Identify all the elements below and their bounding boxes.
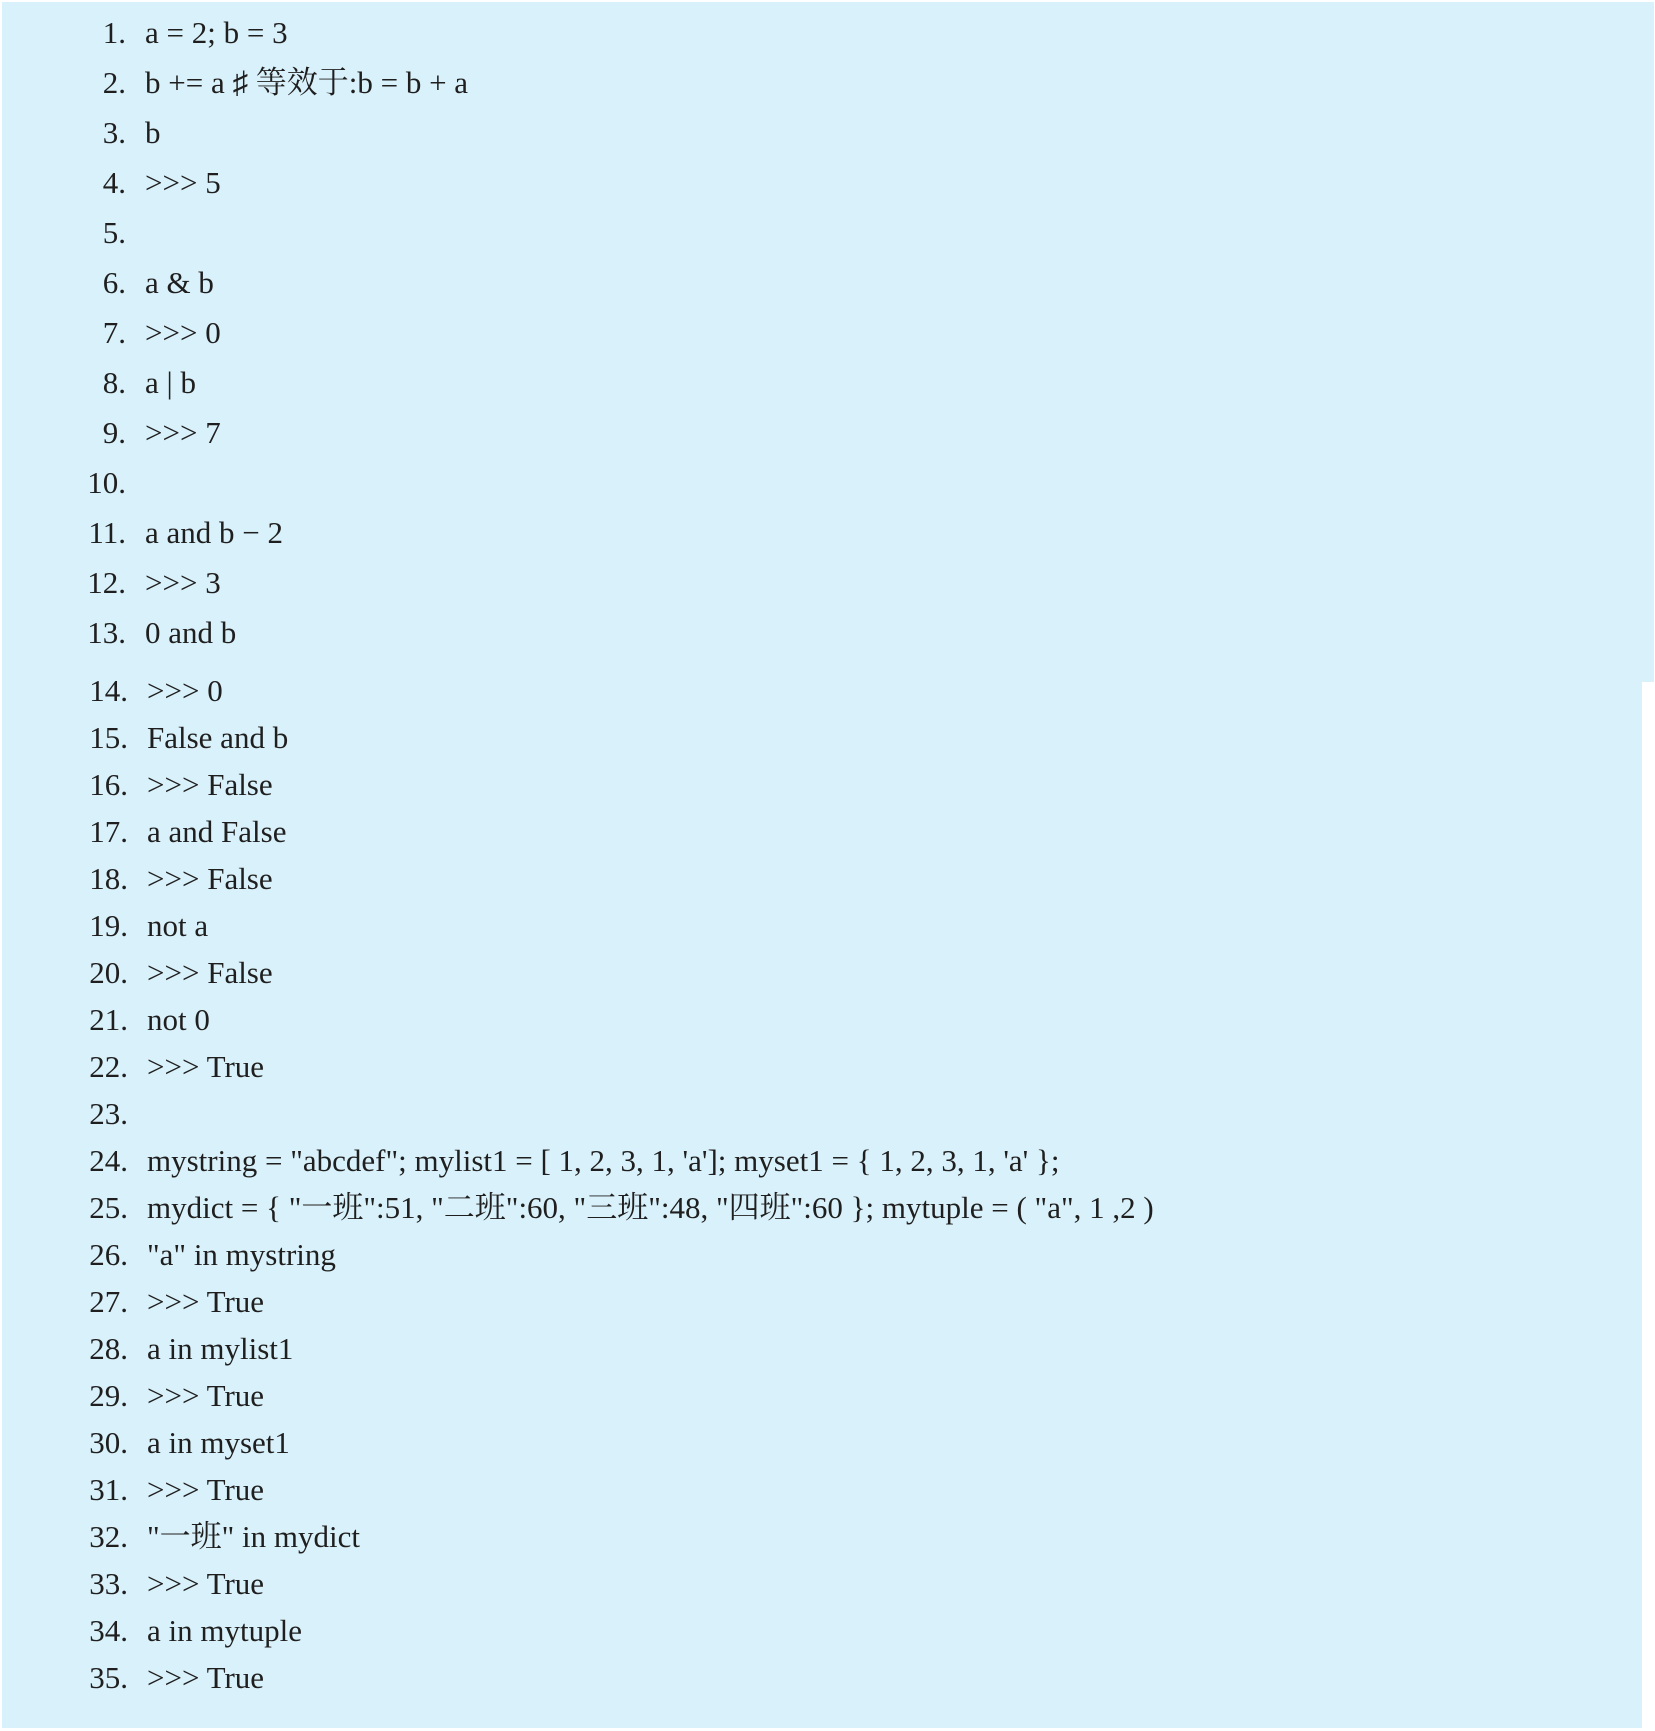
line-text: a in mylist1 bbox=[147, 1331, 294, 1366]
line-number: 7. bbox=[102, 315, 126, 350]
line-number: 22. bbox=[89, 1049, 128, 1084]
line-text: mydict = { "一班":51, "二班":60, "三班":48, "四班":60 }; mytuple = ( "a", 1 ,2 ) bbox=[147, 1190, 1154, 1225]
line-text: >>> 5 bbox=[145, 165, 221, 200]
line-number: 23. bbox=[89, 1096, 128, 1131]
line-number: 26. bbox=[89, 1237, 128, 1272]
line-text: "一班" in mydict bbox=[147, 1519, 361, 1554]
line-number: 18. bbox=[89, 861, 128, 896]
line-text: >>> True bbox=[147, 1049, 265, 1084]
line-number: 12. bbox=[87, 565, 126, 600]
line-number: 6. bbox=[102, 265, 126, 300]
line-number: 14. bbox=[89, 673, 128, 708]
line-text: a and False bbox=[147, 814, 287, 849]
line-text: a in myset1 bbox=[147, 1425, 290, 1460]
line-text: not 0 bbox=[147, 1002, 210, 1037]
line-text: >>> True bbox=[147, 1566, 265, 1601]
line-text: >>> False bbox=[147, 767, 273, 802]
line-number: 28. bbox=[89, 1331, 128, 1366]
line-number: 10. bbox=[87, 465, 126, 500]
line-number: 4. bbox=[102, 165, 126, 200]
line-text: >>> 3 bbox=[145, 565, 221, 600]
line-text: >>> True bbox=[147, 1660, 265, 1695]
line-text: False and b bbox=[147, 720, 289, 755]
line-text: a in mytuple bbox=[147, 1613, 302, 1648]
line-number: 35. bbox=[89, 1660, 128, 1695]
line-text: a & b bbox=[145, 265, 214, 300]
line-text: a and b − 2 bbox=[145, 515, 284, 550]
line-number: 8. bbox=[102, 365, 126, 400]
line-number: 20. bbox=[89, 955, 128, 990]
line-number: 3. bbox=[102, 115, 126, 150]
line-number: 9. bbox=[102, 415, 126, 450]
line-text: b += a ♯ 等效于:b = b + a bbox=[145, 65, 469, 100]
line-number: 25. bbox=[89, 1190, 128, 1225]
line-text: >>> 7 bbox=[145, 415, 221, 450]
line-text: >>> True bbox=[147, 1284, 265, 1319]
line-number: 21. bbox=[89, 1002, 128, 1037]
line-text: a = 2; b = 3 bbox=[145, 15, 288, 50]
line-text: "a" in mystring bbox=[147, 1237, 336, 1272]
line-text: not a bbox=[147, 908, 209, 943]
line-number: 15. bbox=[89, 720, 128, 755]
line-number: 17. bbox=[89, 814, 128, 849]
line-text: >>> 0 bbox=[145, 315, 221, 350]
line-text: a | b bbox=[145, 365, 196, 400]
line-number: 30. bbox=[89, 1425, 128, 1460]
line-number: 31. bbox=[89, 1472, 128, 1507]
line-number: 24. bbox=[89, 1143, 128, 1178]
line-number: 16. bbox=[89, 767, 128, 802]
line-text: >>> True bbox=[147, 1472, 265, 1507]
line-number: 5. bbox=[102, 215, 126, 250]
line-number: 29. bbox=[89, 1378, 128, 1413]
line-text: >>> False bbox=[147, 955, 273, 990]
line-number: 1. bbox=[102, 15, 126, 50]
line-number: 13. bbox=[87, 615, 126, 650]
line-number: 33. bbox=[89, 1566, 128, 1601]
line-number: 34. bbox=[89, 1613, 128, 1648]
line-number: 19. bbox=[89, 908, 128, 943]
line-text: >>> False bbox=[147, 861, 273, 896]
line-number: 32. bbox=[89, 1519, 128, 1554]
line-text: 0 and b bbox=[145, 615, 237, 650]
line-text: >>> 0 bbox=[147, 673, 223, 708]
line-text: >>> True bbox=[147, 1378, 265, 1413]
line-number: 11. bbox=[88, 515, 126, 550]
line-number: 2. bbox=[102, 65, 126, 100]
line-text: mystring = "abcdef"; mylist1 = [ 1, 2, 3, 1, 'a']; myset1 = { 1, 2, 3, 1, 'a' }; bbox=[147, 1143, 1060, 1178]
line-number: 27. bbox=[89, 1284, 128, 1319]
line-text: b bbox=[145, 115, 161, 150]
